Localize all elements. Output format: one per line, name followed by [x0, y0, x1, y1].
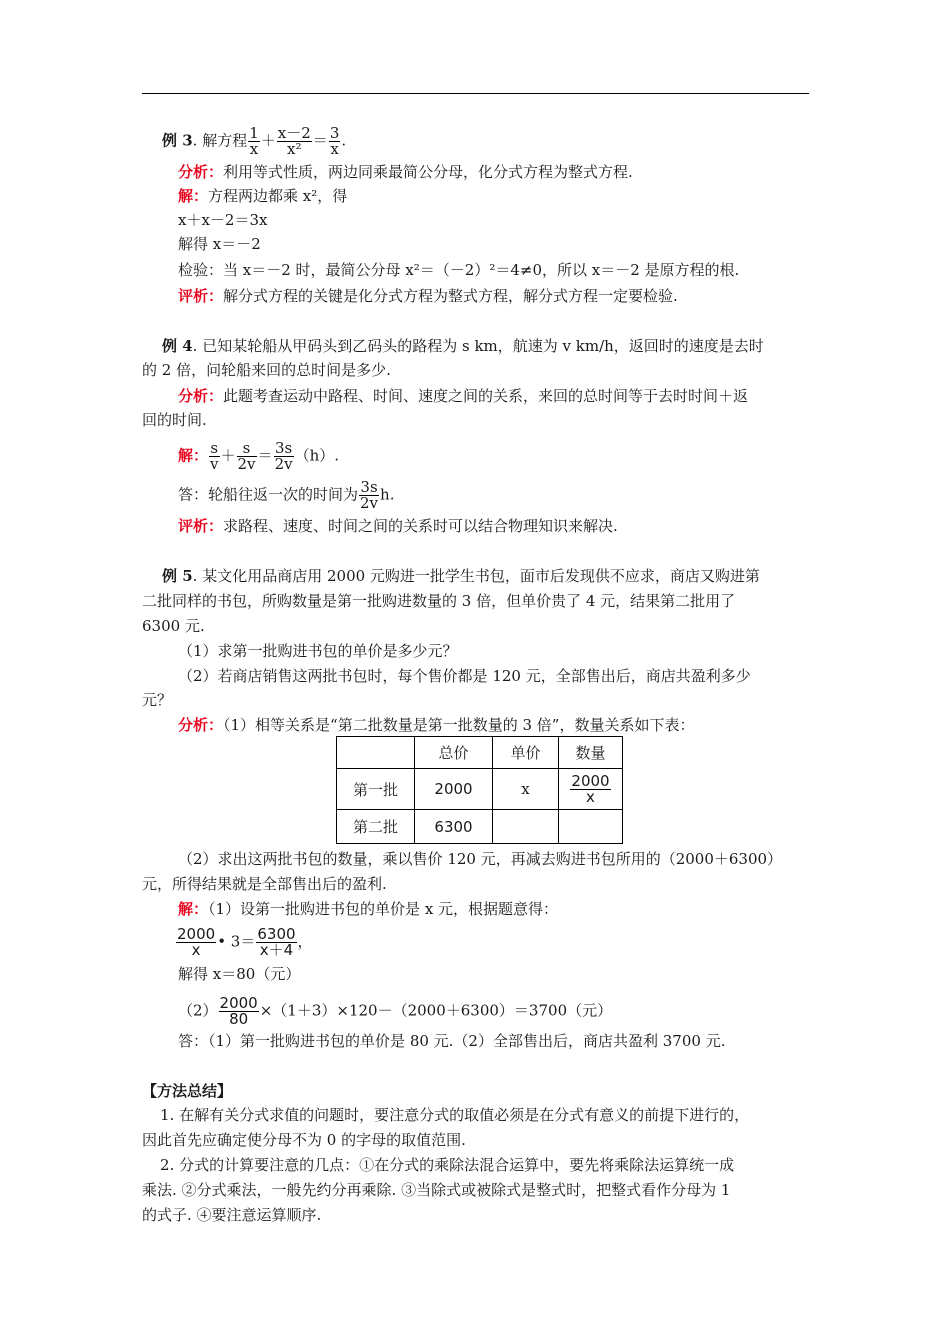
ex3-step-2: 解得 x＝－2 [178, 235, 261, 253]
ex5-part-2-frac [219, 996, 259, 1027]
ex5-eq-frac-1 [176, 927, 216, 958]
ex3-comment-tag: 评析： [178, 287, 224, 305]
ex4-frac-3-den: 2v [274, 455, 293, 473]
ex3-check: 检验：当 x＝－2 时，最简公分母 x²＝（－2）²＝4≠0，所以 x＝－2 是原方程的根. [178, 261, 740, 279]
ex5-text-1-body: . 某文化用品商店用 2000 元购进一批学生书包，面市后发现供不应求，商店又购进第 [192, 567, 760, 585]
summary-point-2b: 乘法. ②分式乘法，一般先约分再乘除. ③当除式或被除式是整式时，把整式看作分母为 1 [142, 1181, 731, 1199]
ex4-comment-tag: 评析： [178, 517, 224, 535]
ex3-fraction-1 [248, 126, 260, 157]
table-qty-num: 2000 [571, 771, 610, 790]
ex5-label: 例 5 [162, 567, 193, 585]
ex5-eq-den-2: x＋4 [259, 941, 294, 959]
ex5-part-2-num: 2000 [219, 994, 258, 1012]
ex5-answer: 答：（1）第一批购进书包的单价是 80 元.（2）全部售出后，商店共盈利 3700 元. [178, 1032, 726, 1050]
table-qty-frac [570, 771, 610, 806]
ex4-solve [178, 441, 339, 472]
table-row [337, 769, 623, 810]
ex5-analysis-tag: 分析： [178, 716, 224, 734]
ex5-part-2-prefix: （2） [178, 1001, 218, 1020]
ex5-eq-mid: • 3＝ [217, 932, 256, 951]
table-qty-den: x [586, 787, 595, 806]
ex5-part-2-den: 80 [229, 1010, 249, 1028]
ex4-frac-2 [237, 441, 257, 472]
ex5-eq-end: ， [297, 932, 313, 951]
ex3-analysis-tag: 分析： [178, 163, 224, 181]
ex3-end: . [341, 131, 347, 150]
ex5-eq-num-1: 2000 [177, 925, 216, 943]
ex5-eq-frac-2 [256, 927, 296, 958]
ex5-equation [175, 927, 313, 958]
ex4-unit: （h）. [294, 446, 340, 465]
ex3-comment-text: 解分式方程的关键是化分式方程为整式方程，解分式方程一定要检验. [223, 287, 678, 305]
ex3-equals: ＝ [312, 131, 328, 150]
ex4-answer-frac [359, 480, 379, 511]
ex3-step-1: x＋x－2＝3x [178, 211, 268, 229]
ex3-f3-num: 3 [329, 124, 340, 142]
ex4-analysis-1 [178, 386, 748, 406]
ex3-fraction-3 [329, 126, 341, 157]
table-header-price: 单价 [493, 737, 559, 769]
ex3-plus: ＋ [260, 131, 276, 150]
table-header-blank [337, 737, 415, 769]
ex3-label: 例 3 [162, 131, 193, 150]
ex5-question-2b: 元？ [142, 691, 173, 709]
table-header-total: 总价 [415, 737, 493, 769]
ex3-f1-den: x [249, 140, 259, 158]
ex4-text-1-body: . 已知某轮船从甲码头到乙码头的路程为 s km，航速为 v km/h，返回时的速度是去时 [192, 337, 764, 355]
ex5-solve-text: （1）设第一批购进书包的单价是 x 元，根据题意得： [208, 900, 559, 918]
ex5-eq-den-1: x [191, 941, 201, 959]
ex4-analysis-2: 回的时间. [142, 411, 207, 429]
ex3-f3-den: x [330, 140, 339, 158]
table-cell-total: 6300 [415, 810, 493, 844]
ex4-comment-text: 求路程、速度、时间之间的关系时可以结合物理知识来解决. [223, 517, 618, 535]
ex3-title-text: . 解方程 [192, 131, 248, 150]
table-cell-price: x [493, 769, 559, 810]
ex4-equals: ＝ [257, 446, 273, 465]
ex5-text-2: 二批同样的书包，所购数量是第一批购进数量的 3 倍，但单价贵了 4 元，结果第二批用了 [142, 592, 736, 610]
table-row [337, 810, 623, 844]
ex3-f1-num: 1 [249, 124, 259, 142]
ex4-solve-tag: 解： [178, 446, 209, 465]
ex5-part-2-expr: ×（1＋3）×120－（2000＋6300）＝3700（元） [259, 1001, 613, 1020]
ex4-answer-den: 2v [360, 494, 379, 512]
table-cell-price [493, 810, 559, 844]
ex4-frac-1-num: s [210, 439, 219, 457]
ex5-eq-num-2: 6300 [257, 925, 296, 943]
summary-point-1a: 1. 在解有关分式求值的问题时，要注意分式的取值必须是在分式有意义的前提下进行的， [160, 1106, 750, 1124]
ex5-analysis-2b: 元，所得结果就是全部售出后的盈利. [142, 875, 387, 893]
quantity-table [336, 736, 623, 844]
ex4-frac-2-num: s [237, 441, 257, 457]
ex5-text-3: 6300 元. [142, 617, 205, 635]
ex5-analysis [178, 715, 694, 735]
header-rule [142, 93, 809, 94]
ex3-title [162, 126, 346, 157]
table-header-quantity: 数量 [559, 737, 623, 769]
ex4-text-1 [162, 336, 764, 356]
ex5-question-2a: （2）若商店销售这两批书包时，每个售价都是 120 元，全部售出后，商店共盈利多少 [178, 667, 751, 685]
ex5-result-1: 解得 x＝80（元） [178, 965, 301, 983]
table-cell-name: 第一批 [337, 769, 415, 810]
ex4-text-2: 的 2 倍，问轮船来回的总时间是多少. [142, 361, 391, 379]
ex4-frac-3-num: 3s [274, 439, 293, 457]
ex4-frac-2-den: 2v [237, 455, 256, 473]
ex4-comment [178, 516, 618, 536]
ex5-part-2 [178, 996, 612, 1027]
summary-point-2a: 2. 分式的计算要注意的几点：①在分式的乘除法混合运算中，要先将乘除法运算统一成 [160, 1156, 735, 1174]
summary-title: 【方法总结】 [142, 1082, 233, 1100]
ex5-analysis-text: （1）相等关系是“第二批数量是第一批数量的 3 倍”，数量关系如下表： [223, 716, 695, 734]
ex3-comment [178, 286, 678, 306]
ex4-frac-3 [274, 441, 294, 472]
table-cell-name: 第二批 [337, 810, 415, 844]
table-cell-quantity [559, 810, 623, 844]
ex4-plus: ＋ [220, 446, 236, 465]
ex3-fraction-2 [277, 126, 312, 157]
ex5-analysis-2a: （2）求出这两批书包的数量，乘以售价 120 元，再减去购进书包所用的（2000＋6300） [178, 850, 783, 868]
table-header-row [337, 737, 623, 769]
ex5-text-1 [162, 566, 760, 586]
ex4-analysis-tag: 分析： [178, 387, 224, 405]
summary-point-1b: 因此首先应确定使分母不为 0 的字母的取值范围. [142, 1131, 466, 1149]
ex4-frac-1 [209, 441, 219, 472]
ex3-f2-den: x² [287, 140, 302, 158]
ex4-frac-1-den: v [210, 455, 219, 473]
table-cell-total: 2000 [415, 769, 493, 810]
ex3-solve-tag: 解： [178, 187, 209, 205]
summary-point-2c: 的式子. ④要注意运算顺序. [142, 1206, 322, 1224]
ex3-analysis [178, 162, 633, 182]
ex4-label: 例 4 [162, 337, 193, 355]
ex3-solve [178, 186, 347, 206]
ex3-solve-text: 方程两边都乘 x²，得 [208, 187, 348, 205]
ex3-f2-num: x－2 [277, 124, 311, 142]
ex4-answer-unit: h. [380, 485, 395, 504]
ex4-answer-num: 3s [360, 478, 378, 496]
ex5-solve-tag: 解： [178, 900, 209, 918]
ex4-answer [178, 480, 394, 511]
ex5-solve [178, 899, 558, 919]
ex4-analysis-1-text: 此题考查运动中路程、时间、速度之间的关系，来回的总时间等于去时时间＋返 [223, 387, 749, 405]
ex3-analysis-text: 利用等式性质，两边同乘最简公分母，化分式方程为整式方程. [223, 163, 633, 181]
ex4-answer-text: 答：轮船往返一次的时间为 [178, 485, 359, 504]
table-cell-quantity [559, 769, 623, 810]
ex5-question-1: （1）求第一批购进书包的单价是多少元？ [178, 642, 458, 660]
